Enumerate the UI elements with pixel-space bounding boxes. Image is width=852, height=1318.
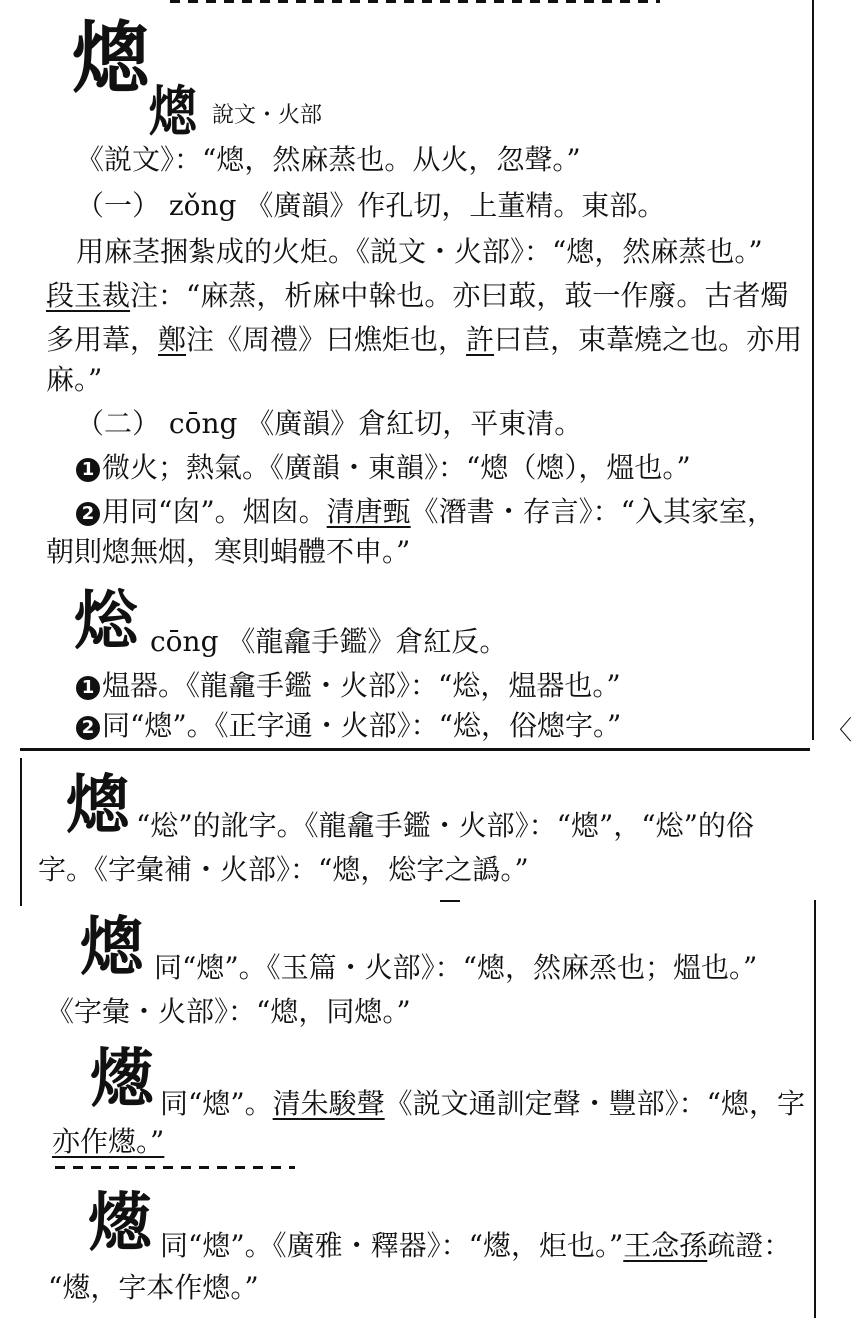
person-name: 段玉裁 — [46, 279, 131, 312]
dynasty: 清 — [326, 495, 355, 528]
mid-separator — [20, 748, 810, 751]
definition-text: 曰苣，束葦燒之也。亦用 — [494, 323, 803, 356]
definition-line: 《字彙・火部》：“熜，同熜。” — [46, 995, 411, 1028]
lower-cut-line — [55, 1166, 295, 1169]
sense-number: 1 — [76, 676, 100, 700]
sense-text: 用同“囱”。烟囱。 — [102, 495, 327, 528]
definition-line: 用麻茎捆紮成的火炬。《説文・火部》：“熜，然麻蒸也。” — [76, 235, 763, 268]
definition-line: 麻。” — [46, 363, 103, 396]
definition-text: 注《周禮》曰燋炬也， — [186, 323, 467, 356]
sense-text: 同“熜”。《正字通・火部》：“焧，俗熜字。” — [102, 709, 622, 742]
small-dash — [440, 900, 460, 902]
sense-text-cont: 朝則熜無烟，寒則蜎體不申。” — [46, 535, 411, 568]
definition-line: 字。《字彙補・火部》：“熜，焧字之譌。” — [38, 853, 529, 886]
person-name: 鄭 — [158, 323, 187, 356]
sense-text: 微火；熱氣。《廣韻・東韻》：“熜（熜），熅也。” — [102, 451, 691, 484]
shuowen-line: 《説文》：“熜，然麻蒸也。从火，忽聲。” — [76, 143, 581, 176]
definition-line — [46, 320, 802, 360]
definition-line: “燪，字本作熜。” — [48, 1271, 259, 1304]
left-border-mid — [20, 758, 22, 906]
reading-line: cōng 《龍龕手鑑》倉紅反。 — [150, 625, 508, 658]
definition-text: 同“熜”。 — [160, 1087, 273, 1120]
definition-text: 《説文通訓定聲・豐部》：“熜，字 — [384, 1087, 805, 1120]
sense-2 — [76, 492, 775, 532]
definition-text: 注：“麻蒸，析麻中榦也。亦曰菆，菆一作廢。古者燭 — [130, 279, 789, 312]
definition-line — [160, 1084, 805, 1124]
edge-bracket: 〈 — [826, 716, 852, 746]
sense-2 — [76, 706, 621, 746]
sense-text: 《潛書・存言》：“入其家室， — [410, 495, 775, 528]
definition-line: 亦作燪。” — [52, 1125, 165, 1158]
definition-line: 同“熜”。《玉篇・火部》：“熜，然麻烝也；熅也。” — [154, 951, 758, 984]
headword: 燪 — [88, 1186, 152, 1261]
headword: 焧 — [74, 584, 138, 659]
right-border-bottom — [814, 900, 816, 1318]
seal-source: 說文・火部 — [212, 103, 323, 128]
definition-line: “焧”的訛字。《龍龕手鑑・火部》：“熜”，“焧”的俗 — [136, 809, 754, 842]
headword: 燪 — [90, 1042, 154, 1117]
sense-number: 2 — [76, 502, 100, 526]
sense-number: 2 — [76, 716, 100, 740]
definition-text: 多用葦， — [46, 323, 159, 356]
top-cut-line — [170, 0, 660, 3]
definition-text: 疏證： — [707, 1229, 792, 1262]
person-name: 王念孫 — [623, 1229, 708, 1262]
sense-number: 1 — [76, 458, 100, 482]
dynasty: 清 — [272, 1087, 301, 1120]
headword: 熜 — [66, 768, 130, 843]
reading-one: （一） zǒng 《廣韻》作孔切，上董精。東部。 — [76, 189, 666, 222]
person-name: 唐甄 — [354, 495, 411, 528]
person-name: 許 — [466, 323, 495, 356]
headword: 熜 — [72, 13, 149, 104]
definition-line — [160, 1226, 791, 1266]
sense-1 — [76, 666, 621, 706]
sense-text: 煴器。《龍龕手鑑・火部》：“焧，煴器也。” — [102, 669, 621, 702]
headword: 熜 — [80, 910, 144, 985]
right-border-top — [812, 0, 814, 740]
definition-line — [46, 276, 788, 316]
person-name: 朱駿聲 — [300, 1087, 385, 1120]
reading-two: （二） cōng 《廣韻》倉紅切，平東清。 — [76, 407, 583, 440]
sense-1 — [76, 448, 691, 488]
seal-script-form: 熜 — [148, 79, 198, 143]
definition-text: 同“熜”。《廣雅・釋器》：“燪，炬也。” — [160, 1229, 624, 1262]
